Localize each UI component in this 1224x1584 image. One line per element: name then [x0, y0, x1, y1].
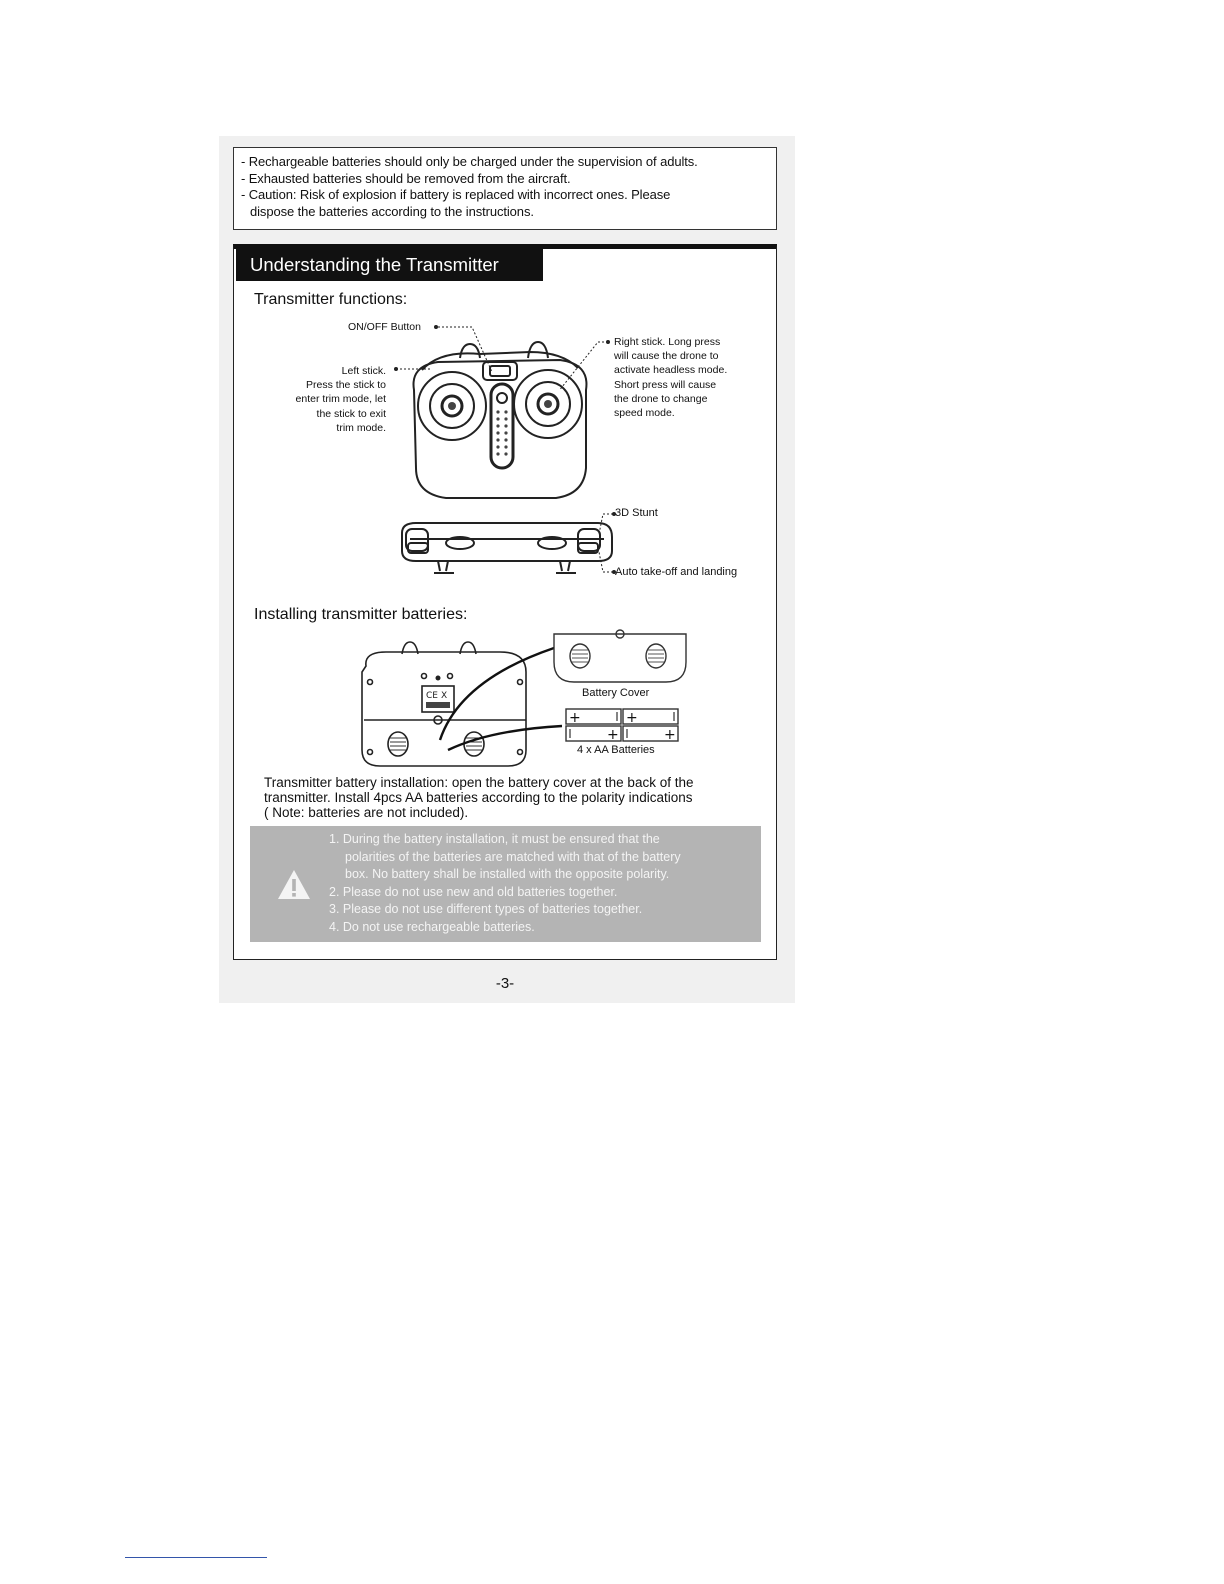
right-stick-label: Right stick. Long press will cause the drone to activate headless mode. Short press will cause the drone to change speed mode.: [614, 336, 728, 420]
section-title: Understanding the Transmitter: [236, 248, 543, 281]
battery-cover-label: Battery Cover: [582, 687, 650, 699]
svg-text:X: X: [441, 691, 448, 701]
aa-batteries-label: 4 x AA Batteries: [577, 744, 655, 756]
svg-text:+: +: [607, 727, 619, 743]
notice-line: - Exhausted batteries should be removed from the aircraft.: [241, 170, 571, 186]
notice-line: - Rechargeable batteries should only be charged under the supervision of adults.: [241, 154, 698, 169]
warning-item: box. No battery shall be installed with the opposite polarity.: [345, 867, 670, 882]
warning-item: polarities of the batteries are matched with that of the battery: [345, 849, 681, 864]
batteries-heading: Installing transmitter batteries:: [254, 606, 468, 623]
page-number: -3-: [495, 975, 515, 992]
battery-pointer-lines: [430, 640, 570, 755]
warning-triangle-icon: [276, 868, 312, 901]
functions-heading: Transmitter functions:: [254, 291, 408, 308]
notice-line: dispose the batteries according to the instructions.: [250, 203, 534, 219]
installation-instructions: Transmitter battery installation: open the battery cover at the back of the transmitter. Install 4pcs AA batteries according to the polarity indications ( Note: batteries are not included).: [264, 775, 694, 820]
3d-stunt-label: 3D Stunt: [615, 507, 658, 519]
svg-text:CE: CE: [426, 691, 438, 701]
battery-safety-notice: [233, 147, 777, 230]
left-stick-label: Left stick. Press the stick to enter trim mode, let the stick to exit trim mode.: [295, 365, 386, 434]
svg-text:+: +: [626, 710, 638, 726]
warning-list: [329, 831, 681, 937]
on-off-button-label: ON/OFF Button: [348, 321, 421, 333]
warning-item: 4. Do not use rechargeable batteries.: [329, 919, 535, 934]
warning-item: 2. Please do not use new and old batteries together.: [329, 884, 618, 899]
auto-takeoff-label: Auto take-off and landing: [615, 566, 738, 578]
transmitter-top-illustration: [392, 515, 622, 583]
svg-text:+: +: [664, 727, 676, 743]
aa-batteries-illustration: [562, 706, 684, 744]
notice-line: - Caution: Risk of explosion if battery is replaced with incorrect ones. Please: [241, 187, 671, 202]
battery-cover-illustration: [550, 628, 690, 688]
footnote-rule: [125, 1557, 267, 1558]
warning-item: 3. Please do not use different types of batteries together.: [329, 902, 643, 917]
warning-item: 1. During the battery installation, it must be ensured that the: [329, 832, 660, 846]
svg-text:+: +: [569, 710, 581, 726]
